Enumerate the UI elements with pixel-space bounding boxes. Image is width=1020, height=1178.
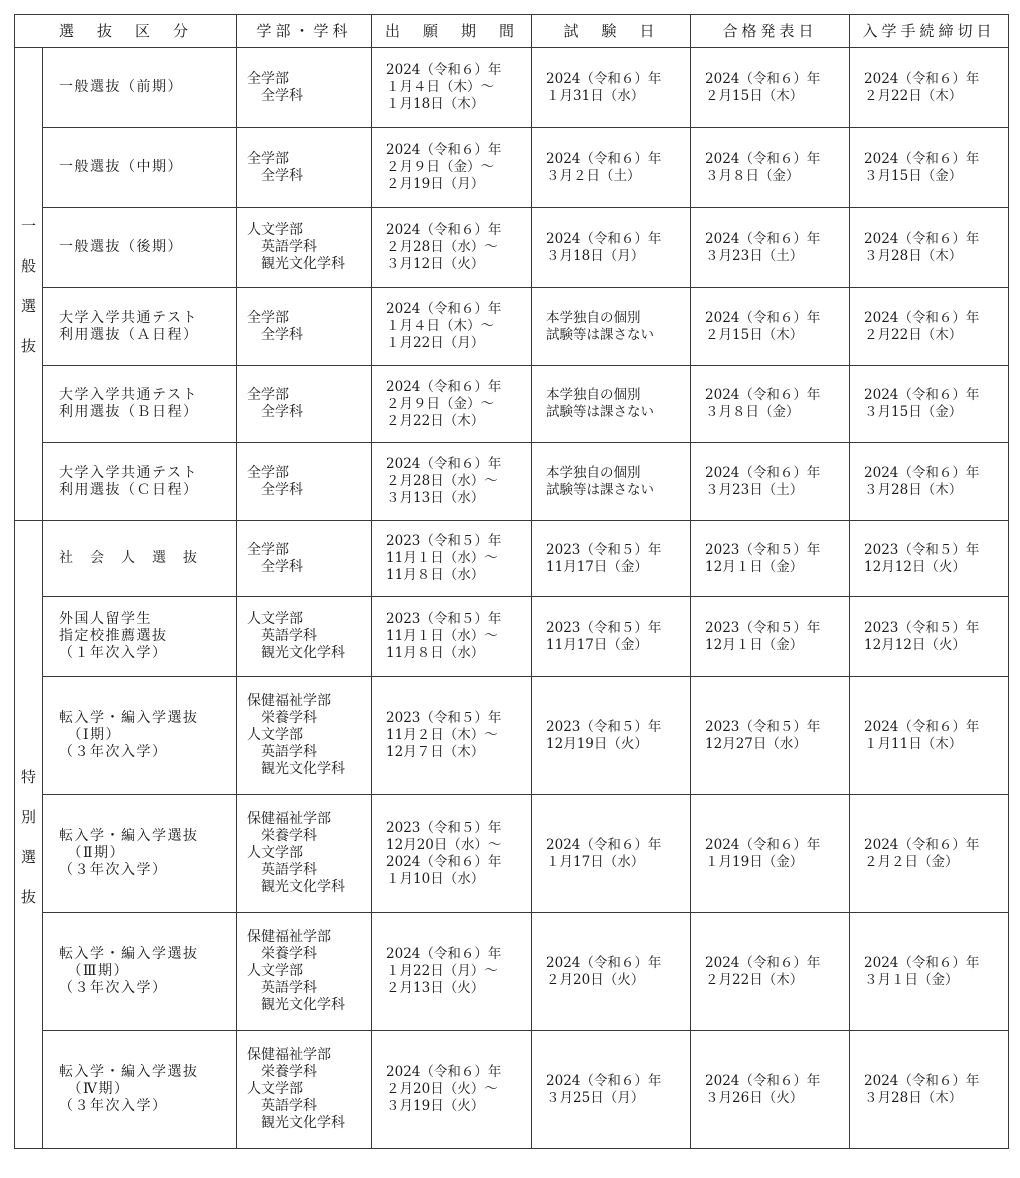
exam-date-cell-line: 2024（令和６）年 [546, 230, 662, 247]
group-general-selection [15, 48, 43, 521]
exam-date-cell-line: 2024（令和６）年 [546, 70, 662, 87]
selection-name [43, 208, 237, 288]
deadline-cell-line: 12月12日（火） [864, 558, 966, 575]
department-cell-line: 保健福祉学部 [247, 1047, 332, 1063]
deadline-cell-line: ３月１日（金） [864, 971, 959, 988]
exam-date-cell [532, 366, 691, 443]
group-special-selection-char: 特 [20, 767, 36, 786]
deadline-cell-line: 12月12日（火） [864, 636, 966, 653]
exam-date-cell-line: 11月17日（金） [546, 636, 648, 653]
department-cell-line: 観光文化学科 [247, 879, 346, 895]
department-cell-line: 全学部 [247, 150, 290, 167]
exam-date-cell-line: 2023（令和５）年 [546, 541, 662, 558]
deadline-cell-line: ３月28日（木） [864, 1089, 963, 1106]
deadline-cell-line: ２月22日（木） [864, 87, 963, 104]
application-period-cell-line: 2023（令和５）年 [386, 819, 502, 836]
deadline-cell-line: ２月２日（金） [864, 853, 959, 870]
department-cell-line: 人文学部 [247, 1081, 304, 1097]
exam-date-cell [532, 1031, 691, 1149]
application-period-cell [372, 521, 532, 597]
exam-date-cell [532, 443, 691, 521]
department-cell-line: 保健福祉学部 [247, 929, 332, 945]
application-period-cell-line: ２月22日（木） [386, 412, 485, 429]
department-cell-line: 全学部 [247, 70, 290, 87]
department-cell-line: 全学科 [247, 558, 304, 575]
result-date-cell [691, 913, 850, 1031]
department-cell [237, 128, 372, 208]
department-cell [237, 443, 372, 521]
result-date-cell-line: 2024（令和６）年 [705, 309, 821, 326]
department-cell [237, 913, 372, 1031]
application-period-cell-line: 2023（令和５）年 [386, 533, 502, 549]
result-date-cell-line: 12月１日（金） [705, 558, 804, 575]
selection-name [43, 1031, 237, 1149]
application-period-cell [372, 128, 532, 208]
application-period-cell-line: ２月20日（火）～ [386, 1081, 498, 1097]
department-cell-line: 人文学部 [247, 611, 304, 627]
application-period-cell-line: 11月１日（水）～ [386, 550, 498, 566]
exam-date-cell-line: １月31日（水） [546, 87, 645, 104]
selection-name-line: 外国人留学生 [59, 611, 152, 627]
selection-name-line: 利用選抜（Ｃ日程） [59, 481, 199, 498]
result-date-cell-line: 12月27日（水） [705, 735, 807, 752]
selection-name-line: 大学入学共通テスト [59, 309, 198, 326]
application-period-cell-line: ２月９日（金）～ [386, 395, 495, 412]
department-cell-line: 英語学科 [247, 744, 318, 760]
exam-date-cell [532, 597, 691, 677]
application-period-cell-line: 12月７日（木） [386, 744, 485, 760]
exam-date-cell-line: 本学独自の個別 [546, 387, 641, 403]
result-date-cell [691, 795, 850, 913]
exam-date-cell-line: 本学独自の個別 [546, 309, 641, 326]
exam-date-cell-line: 11月17日（金） [546, 558, 648, 575]
result-date-cell [691, 597, 850, 677]
application-period-cell-line: 11月８日（水） [386, 645, 485, 661]
deadline-cell [850, 521, 1009, 597]
result-date-cell [691, 521, 850, 597]
result-date-cell-line: ３月23日（土） [705, 481, 804, 498]
deadline-cell-line: 2023（令和５）年 [864, 541, 980, 558]
deadline-cell-line: ３月15日（金） [864, 167, 963, 184]
exam-date-cell-line: 2023（令和５）年 [546, 619, 662, 636]
result-date-cell-line: 2023（令和５）年 [705, 718, 821, 735]
department-cell-line: 観光文化学科 [247, 997, 346, 1013]
group-special-selection [15, 521, 43, 1149]
result-date-cell-line: ３月26日（火） [705, 1089, 804, 1106]
department-cell-line: 観光文化学科 [247, 256, 346, 272]
application-period-cell [372, 1031, 532, 1149]
result-date-cell-line: 2024（令和６）年 [705, 1072, 821, 1089]
exam-date-cell [532, 208, 691, 288]
department-cell-line: 保健福祉学部 [247, 693, 332, 709]
group-special-selection-char: 別 [20, 807, 36, 826]
result-date-cell [691, 443, 850, 521]
deadline-cell [850, 795, 1009, 913]
result-date-cell [691, 208, 850, 288]
application-period-cell-line: １月22日（月） [386, 335, 485, 351]
department-cell-line: 全学部 [247, 464, 290, 481]
department-cell-line: 全学科 [247, 326, 304, 343]
application-period-cell-line: 2024（令和６）年 [386, 301, 502, 317]
selection-name [43, 128, 237, 208]
exam-date-cell [532, 521, 691, 597]
department-cell-line: 人文学部 [247, 845, 304, 861]
result-date-cell [691, 128, 850, 208]
application-period-cell-line: ２月28日（水）～ [386, 473, 498, 489]
department-cell-line: 英語学科 [247, 239, 318, 255]
exam-date-cell [532, 48, 691, 128]
department-cell [237, 208, 372, 288]
result-date-cell [691, 48, 850, 128]
application-period-cell-line: ３月12日（火） [386, 256, 485, 272]
department-cell [237, 1031, 372, 1149]
group-general-selection-char: 般 [20, 257, 36, 275]
result-date-cell-line: ３月８日（金） [705, 404, 800, 420]
application-period-cell-line: １月４日（木）～ [386, 79, 495, 95]
group-general-selection-char: 一 [20, 217, 36, 235]
exam-date-cell-line: ２月20日（火） [546, 971, 645, 988]
department-cell-line: 全学部 [247, 309, 290, 326]
selection-name-line: （Ⅰ期） [59, 727, 122, 743]
department-cell-line: 人文学部 [247, 222, 304, 238]
result-date-cell-line: １月19日（金） [705, 853, 804, 870]
application-period-cell [372, 288, 532, 366]
exam-date-cell-line: 2024（令和６）年 [546, 1072, 662, 1089]
selection-name [43, 443, 237, 521]
result-date-cell [691, 288, 850, 366]
selection-name [43, 288, 237, 366]
selection-name-line: （１年次入学） [59, 645, 168, 661]
deadline-cell-line: 2024（令和６）年 [864, 1072, 980, 1089]
department-cell [237, 288, 372, 366]
result-date-cell [691, 677, 850, 795]
deadline-cell-line: 2024（令和６）年 [864, 954, 980, 971]
selection-name-line: （Ⅱ期） [59, 845, 126, 861]
application-period-cell [372, 597, 532, 677]
deadline-cell [850, 48, 1009, 128]
deadline-cell-line: ３月28日（木） [864, 481, 963, 498]
table-row [15, 521, 1009, 597]
result-date-cell-line: 2024（令和６）年 [705, 954, 821, 971]
selection-name-line: 利用選抜（Ａ日程） [59, 326, 199, 343]
result-date-cell [691, 366, 850, 443]
deadline-cell-line: 2024（令和６）年 [864, 230, 980, 247]
selection-name-line: 転入学・編入学選抜 [59, 710, 199, 726]
header-department: 学部・学科 [237, 15, 372, 48]
department-cell-line: 全学科 [247, 167, 304, 184]
selection-name [43, 597, 237, 677]
application-period-cell-line: 2024（令和６）年 [386, 946, 502, 962]
department-cell-line: 全学部 [247, 541, 290, 558]
department-cell-line: 栄養学科 [247, 1064, 318, 1080]
table-row [15, 208, 1009, 288]
application-period-cell-line: 2024（令和６）年 [386, 62, 502, 78]
admission-schedule-table [14, 14, 1009, 1149]
department-cell-line: 観光文化学科 [247, 645, 346, 661]
result-date-cell-line: 12月１日（金） [705, 636, 804, 653]
selection-name [43, 913, 237, 1031]
deadline-cell [850, 366, 1009, 443]
table-row [15, 366, 1009, 443]
deadline-cell-line: 2024（令和６）年 [864, 836, 980, 853]
table-row [15, 795, 1009, 913]
selection-name-line: （３年次入学） [59, 862, 168, 878]
deadline-cell [850, 913, 1009, 1031]
header-row [15, 15, 1009, 48]
application-period-cell-line: 2024（令和６）年 [386, 142, 502, 158]
application-period-cell-line: ３月19日（火） [386, 1098, 485, 1114]
selection-name-line: 一般選抜（中期） [59, 159, 183, 175]
application-period-cell-line: 2024（令和６）年 [386, 378, 502, 395]
application-period-cell-line: ３月13日（水） [386, 490, 485, 506]
deadline-cell-line: ３月15日（金） [864, 404, 963, 420]
deadline-cell-line: 2024（令和６）年 [864, 70, 980, 87]
selection-name [43, 48, 237, 128]
table-row [15, 128, 1009, 208]
application-period-cell [372, 48, 532, 128]
group-special-selection-char: 抜 [20, 887, 36, 906]
application-period-cell [372, 913, 532, 1031]
deadline-cell [850, 1031, 1009, 1149]
department-cell-line: 全学部 [247, 387, 290, 403]
application-period-cell [372, 366, 532, 443]
application-period-cell-line: 2023（令和５）年 [386, 710, 502, 726]
exam-date-cell-line: 試験等は課さない [546, 481, 655, 498]
application-period-cell-line: ２月19日（月） [386, 176, 485, 192]
deadline-cell [850, 677, 1009, 795]
application-period-cell [372, 795, 532, 913]
selection-name-line: 一般選抜（前期） [59, 79, 183, 95]
result-date-cell-line: ２月22日（木） [705, 971, 804, 988]
application-period-cell-line: ２月13日（火） [386, 980, 485, 996]
result-date-cell-line: ３月23日（土） [705, 247, 804, 264]
application-period-cell-line: 11月２日（木）～ [386, 727, 498, 743]
selection-name-line: 大学入学共通テスト [59, 387, 198, 403]
group-special-selection-char: 選 [20, 847, 36, 866]
selection-name-line: 一般選抜（後期） [59, 239, 183, 255]
deadline-cell-line: ２月22日（木） [864, 326, 963, 343]
table-row [15, 913, 1009, 1031]
result-date-cell [691, 1031, 850, 1149]
application-period-cell-line: 11月１日（水）～ [386, 628, 498, 644]
department-cell-line: 観光文化学科 [247, 761, 346, 777]
department-cell-line: 栄養学科 [247, 710, 318, 726]
table-row [15, 597, 1009, 677]
application-period-cell-line: 11月８日（水） [386, 567, 485, 583]
exam-date-cell-line: ３月25日（月） [546, 1089, 645, 1106]
application-period-cell-line: 2024（令和６）年 [386, 1064, 502, 1080]
department-cell-line: 栄養学科 [247, 946, 318, 962]
selection-name-line: 利用選抜（Ｂ日程） [59, 404, 199, 420]
selection-name-line: 大学入学共通テスト [59, 464, 198, 481]
deadline-cell [850, 208, 1009, 288]
group-general-selection-char: 選 [20, 297, 36, 315]
selection-name-line: （３年次入学） [59, 744, 168, 760]
header-enrollment-deadline: 入学手続締切日 [850, 15, 1009, 48]
selection-name-line: 転入学・編入学選抜 [59, 1064, 199, 1080]
result-date-cell-line: 2023（令和５）年 [705, 619, 821, 636]
selection-name-line: 転入学・編入学選抜 [59, 946, 199, 962]
result-date-cell-line: ２月15日（木） [705, 87, 804, 104]
result-date-cell-line: 2024（令和６）年 [705, 387, 821, 403]
group-general-selection-char: 抜 [20, 337, 36, 355]
application-period-cell-line: １月22日（月）～ [386, 963, 498, 979]
header-application-period: 出 願 期 間 [372, 15, 532, 48]
result-date-cell-line: 2024（令和６）年 [705, 70, 821, 87]
department-cell-line: 人文学部 [247, 727, 304, 743]
exam-date-cell [532, 795, 691, 913]
exam-date-cell [532, 288, 691, 366]
header-exam-date: 試 験 日 [532, 15, 691, 48]
exam-date-cell-line: 試験等は課さない [546, 326, 655, 343]
deadline-cell [850, 128, 1009, 208]
deadline-cell-line: 2024（令和６）年 [864, 718, 980, 735]
department-cell-line: 英語学科 [247, 862, 318, 878]
department-cell-line: 人文学部 [247, 963, 304, 979]
department-cell [237, 521, 372, 597]
result-date-cell-line: 2023（令和５）年 [705, 541, 821, 558]
table-row [15, 443, 1009, 521]
department-cell [237, 366, 372, 443]
department-cell-line: 英語学科 [247, 980, 318, 996]
result-date-cell-line: ２月15日（木） [705, 326, 804, 343]
exam-date-cell-line: 本学独自の個別 [546, 464, 641, 481]
table-row [15, 677, 1009, 795]
selection-name [43, 795, 237, 913]
selection-name-line: 指定校推薦選抜 [59, 628, 168, 644]
result-date-cell-line: ３月８日（金） [705, 167, 800, 184]
department-cell-line: 英語学科 [247, 628, 318, 644]
exam-date-cell-line: ３月18日（月） [546, 247, 645, 264]
selection-name [43, 366, 237, 443]
header-category: 選 抜 区 分 [15, 15, 237, 48]
deadline-cell [850, 288, 1009, 366]
application-period-cell [372, 677, 532, 795]
exam-date-cell-line: 試験等は課さない [546, 404, 655, 420]
exam-date-cell [532, 677, 691, 795]
table-row [15, 48, 1009, 128]
selection-name-line: 転入学・編入学選抜 [59, 828, 199, 844]
application-period-cell [372, 443, 532, 521]
department-cell-line: 英語学科 [247, 1098, 318, 1114]
exam-date-cell-line: 12月19日（火） [546, 735, 648, 752]
application-period-cell-line: 2023（令和５）年 [386, 611, 502, 627]
exam-date-cell-line: 2024（令和６）年 [546, 954, 662, 971]
exam-date-cell-line: 2024（令和６）年 [546, 836, 662, 853]
department-cell-line: 観光文化学科 [247, 1115, 346, 1131]
selection-name [43, 521, 237, 597]
selection-name-line: 社 会 人 選 抜 [59, 550, 199, 566]
deadline-cell [850, 597, 1009, 677]
department-cell-line: 保健福祉学部 [247, 811, 332, 827]
application-period-cell-line: ２月28日（水）～ [386, 239, 498, 255]
exam-date-cell [532, 128, 691, 208]
result-date-cell-line: 2024（令和６）年 [705, 230, 821, 247]
department-cell-line: 全学科 [247, 481, 304, 498]
selection-name [43, 677, 237, 795]
application-period-cell [372, 208, 532, 288]
deadline-cell-line: １月11日（木） [864, 735, 963, 752]
department-cell [237, 795, 372, 913]
exam-date-cell-line: 2024（令和６）年 [546, 150, 662, 167]
selection-name-line: （３年次入学） [59, 1098, 168, 1114]
department-cell-line: 全学科 [247, 87, 304, 104]
result-date-cell-line: 2024（令和６）年 [705, 464, 821, 481]
application-period-cell-line: 12月20日（水）～ [386, 836, 502, 853]
application-period-cell-line: １月10日（水） [386, 870, 485, 887]
exam-date-cell-line: １月17日（水） [546, 853, 645, 870]
selection-name-line: （Ⅲ期） [59, 963, 130, 979]
exam-date-cell-line: ３月２日（土） [546, 167, 641, 184]
deadline-cell [850, 443, 1009, 521]
application-period-cell-line: 2024（令和６）年 [386, 222, 502, 238]
exam-date-cell [532, 913, 691, 1031]
department-cell [237, 597, 372, 677]
deadline-cell-line: 2024（令和６）年 [864, 387, 980, 403]
deadline-cell-line: 2024（令和６）年 [864, 464, 980, 481]
result-date-cell-line: 2024（令和６）年 [705, 836, 821, 853]
deadline-cell-line: ３月28日（木） [864, 247, 963, 264]
department-cell [237, 677, 372, 795]
table-row [15, 1031, 1009, 1149]
deadline-cell-line: 2024（令和６）年 [864, 150, 980, 167]
selection-name-line: （Ⅳ期） [59, 1081, 130, 1097]
application-period-cell-line: １月４日（木）～ [386, 318, 495, 334]
header-result-date: 合格発表日 [691, 15, 850, 48]
application-period-cell-line: 2024（令和６）年 [386, 853, 502, 870]
deadline-cell-line: 2023（令和５）年 [864, 619, 980, 636]
selection-name-line: （３年次入学） [59, 980, 168, 996]
result-date-cell-line: 2024（令和６）年 [705, 150, 821, 167]
application-period-cell-line: １月18日（木） [386, 96, 485, 112]
application-period-cell-line: 2024（令和６）年 [386, 456, 502, 472]
exam-date-cell-line: 2023（令和５）年 [546, 718, 662, 735]
department-cell-line: 栄養学科 [247, 828, 318, 844]
department-cell [237, 48, 372, 128]
deadline-cell-line: 2024（令和６）年 [864, 309, 980, 326]
application-period-cell-line: ２月９日（金）～ [386, 159, 495, 175]
table-row [15, 288, 1009, 366]
department-cell-line: 全学科 [247, 404, 304, 420]
